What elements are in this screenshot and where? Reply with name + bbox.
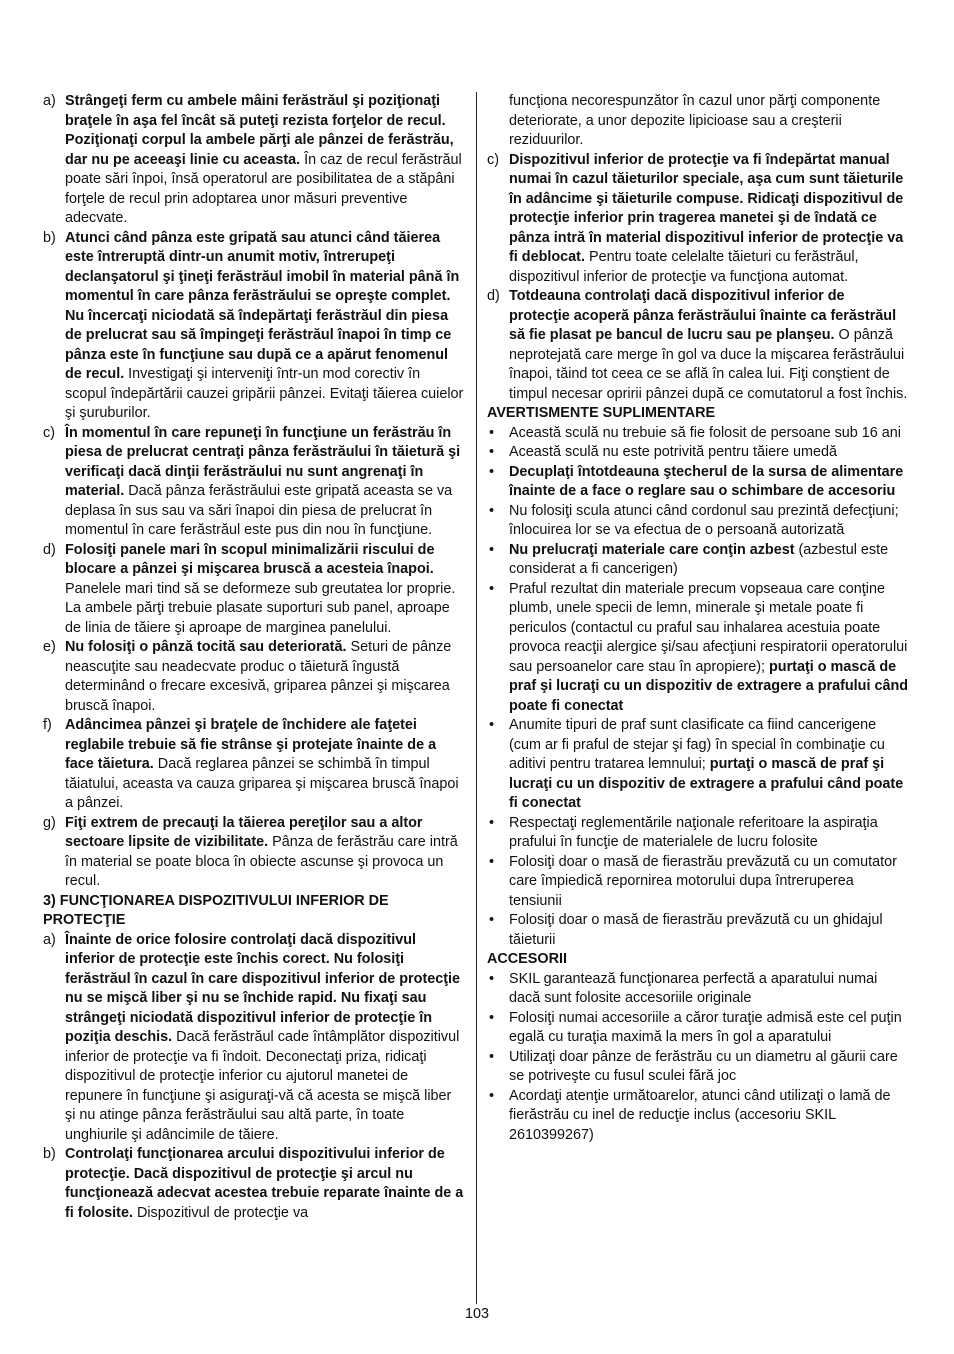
bullet-icon: • bbox=[489, 912, 495, 928]
item-label: c) bbox=[487, 151, 499, 168]
accessory-text: Utilizaţi doar pânze de ferăstrău cu un diametru al găurii care se potriveşte cu fusul sculei fără joc bbox=[509, 1048, 898, 1084]
accessory-item bbox=[487, 1009, 909, 1048]
accessory-item bbox=[487, 1087, 909, 1146]
item-label: f) bbox=[43, 717, 52, 733]
bullet-icon: • bbox=[489, 502, 495, 519]
warning-text: Praful rezultat din materiale precum vopseaua care conţine plumb, unele specii de lemn, minerale şi metale poate fi periculos (contactul cu praful sau inhalarea acestuia poate provoca reacţii alergice şi/sau afecţiuni respiratorii operatorului sau persoanelor care stau în apropiere); bbox=[509, 580, 908, 675]
left-column bbox=[43, 92, 465, 1223]
warning-text: Folosiţi doar o masă de fierastrău prevăzută cu un comutator care împiedică repornirea motorului dupa întreruperea tensiunii bbox=[509, 853, 897, 909]
instruction-text: Dacă reglarea pânzei se schimbă în timpul tăiatului, aceasta va cauza griparea şi mişcarea bruscă înapoi a pânzei. bbox=[65, 756, 459, 811]
bullet-icon: • bbox=[489, 717, 495, 733]
warning-bold: Decuplaţi întotdeauna ştecherul de la sursa de alimentare înainte de a face o reglare sau o schimbare de accesoriu bbox=[509, 463, 904, 499]
instruction-text: Dispozitivul de protecţie va bbox=[132, 1204, 309, 1221]
instruction-g bbox=[43, 814, 465, 892]
item-label: a) bbox=[43, 93, 56, 109]
warning-item bbox=[487, 541, 909, 580]
instruction-text: Pânza de ferăstrău care intră în material se poate bloca în obiecte ascunse şi provoca un recul. bbox=[65, 834, 458, 889]
instruction-bold: Folosiţi panele mari în scopul minimalizării riscului de blocare a pânzei şi mişcarea bruscă a acesteia înapoi. bbox=[65, 541, 435, 577]
section-heading-accessories: ACCESORII bbox=[487, 951, 567, 967]
instruction-bold: Nu folosiţi o pânză tocită sau deteriorată. bbox=[65, 639, 347, 655]
item-label: e) bbox=[43, 639, 56, 655]
instruction-c3 bbox=[487, 151, 909, 288]
instruction-text: Dacă pânza ferăstrăului este gripată aceasta se va deplasa în sus sau va sări înapoi din piesa de prelucrat în momentul în care ferăstrăul este pus din nou în funcţiune. bbox=[65, 483, 453, 538]
bullet-icon: • bbox=[489, 541, 495, 558]
instruction-bold: În momentul în care repuneţi în funcţiune un ferăstrău în piesa de prelucrat centraţi pânza ferăstrăului în tăietură şi verificaţi dacă dinţii ferăstrăului nu sunt angrenaţi în material. bbox=[65, 424, 461, 499]
instruction-text: Panelele mari tind să se deformeze sub greutatea lor proprie. La ambele părţi trebuie plasate suporturi sub panel, aproape de linia de tăiere şi aproape de marginea panelului. bbox=[65, 580, 456, 636]
warning-bold: purtaţi o mască de praf şi lucraţi cu un dispozitiv de extragere a prafului când poate fi conectat bbox=[509, 756, 904, 811]
instruction-text: Seturi de pânze neascuţite sau neadecvate produc o tăietură îngustă determinând o frecare excesivă, griparea pânzei şi mişcarea bruscă înapoi. bbox=[65, 639, 452, 714]
column-divider bbox=[476, 92, 477, 1304]
warning-item bbox=[487, 502, 909, 541]
warning-text: Această sculă nu trebuie să fie folosit de persoane sub 16 ani bbox=[509, 424, 901, 441]
instruction-b3-continued: funcţiona necorespunzător în cazul unor părţi componente deteriorate, a unor depozite lipicioase sau a creşterii reziduurilor. bbox=[509, 93, 881, 148]
instruction-text: Investigaţi şi interveniţi într-un mod corectiv în scopul îndepărtării cauzei gripării pânzei. Evitaţi tăierea cuielor şi şuruburilor. bbox=[65, 366, 464, 421]
bullet-icon: • bbox=[489, 424, 495, 441]
accessory-item bbox=[487, 1048, 909, 1087]
section-heading-warnings: AVERTISMENTE SUPLIMENTARE bbox=[487, 405, 716, 421]
instruction-bold: Totdeauna controlaţi dacă dispozitivul inferior de protecţie acoperă pânza ferăstrăului înainte ca ferăstrăul să fie plasat pe bancul de lucru sau pe planşeu. bbox=[509, 288, 897, 343]
warning-bold: Nu prelucraţi materiale care conţin azbest bbox=[509, 541, 795, 558]
bullet-icon: • bbox=[489, 580, 495, 597]
accessory-text: Acordaţi atenţie următoarelor, atunci când utilizaţi o lamă de fierăstrău cu inel de reducţie inclus (accesoriu SKIL 2610399267) bbox=[509, 1087, 891, 1143]
bullet-icon: • bbox=[489, 1048, 495, 1065]
instruction-b bbox=[43, 229, 465, 424]
warning-item bbox=[487, 424, 909, 444]
item-label: b) bbox=[43, 229, 56, 246]
instruction-text: Pentru toate celelalte tăieturi cu ferăstrăul, dispozitivul inferior de protecţie va funcţiona automat. bbox=[509, 249, 859, 285]
section-heading-lower-guard: 3) FUNCŢIONAREA DISPOZITIVULUI INFERIOR DE PROTECŢIE bbox=[43, 892, 389, 928]
warning-item bbox=[487, 911, 909, 950]
instruction-a3 bbox=[43, 931, 465, 1146]
instruction-bold: Adâncimea pânzei şi braţele de închidere ale faţetei reglabile trebuie să fie strânse şi protejate înainte de a face tăietura. bbox=[65, 717, 437, 772]
item-label: a) bbox=[43, 931, 56, 948]
bullet-icon: • bbox=[489, 444, 495, 460]
bullet-icon: • bbox=[489, 814, 495, 831]
right-column bbox=[487, 92, 909, 1145]
warning-item bbox=[487, 853, 909, 912]
warning-text: Această sculă nu este potrivită pentru tăiere umedă bbox=[509, 444, 837, 460]
warning-item bbox=[487, 580, 909, 717]
instruction-bold: Controlaţi funcţionarea arcului dispozitivului inferior de protecţie. Dacă dispozitivul de protecţie şi arcul nu funcţionează adecvat acestea trebuie reparate înainte de a fi folosite. bbox=[65, 1146, 464, 1221]
warning-text: Anumite tipuri de praf sunt clasificate ca fiind cancerigene (cum ar fi praful de stejar şi fag) în special în combinaţie cu aditivi pentru tratarea lemnului; bbox=[509, 717, 885, 772]
instruction-bold: Înainte de orice folosire controlaţi dacă dispozitivul inferior de protecţie este închis corect. Nu folosiţi ferăstrăul în cazul în care dispozitivul inferior de protecţie nu se mişcă liber şi nu se închide rapid. Nu fixaţi sau strângeţi niciodată dispozitivul inferior de protecţie în poziţia deschis. bbox=[65, 931, 461, 1045]
bullet-icon: • bbox=[489, 1009, 495, 1026]
instruction-bold: Strângeţi ferm cu ambele mâini ferăstrăul şi poziţionaţi braţele în aşa fel încât să puteţi rezista forţelor de recul. Poziţionaţi corpul la ambele părţi ale pânzei de ferăstrău, dar nu pe aceeaşi linie cu aceasta. bbox=[65, 93, 454, 168]
warning-text: Nu folosiţi scula atunci când cordonul sau prezintă defecţiuni; înlocuirea lor se va efectua de o persoană autorizată bbox=[509, 502, 899, 538]
bullet-icon: • bbox=[489, 853, 495, 870]
instruction-bold: Fiţi extrem de precauţi la tăierea pereţilor sau a altor sectoare lipsite de vizibilitate. bbox=[65, 814, 423, 850]
accessory-item bbox=[487, 970, 909, 1009]
instruction-d bbox=[43, 541, 465, 639]
warning-item bbox=[487, 716, 909, 814]
bullet-icon: • bbox=[489, 970, 495, 987]
instruction-bold: Dispozitivul inferior de protecţie va fi îndepărtat manual numai în cazul tăieturilor speciale, aşa cum sunt tăieturile în adâncime şi tăieturile compuse. Ridicaţi dispozitivul de protecţie inferior prin tragerea manetei şi de îndată ce pânza intră în material dispozitivul inferior de protecţie va fi deblocat. bbox=[509, 151, 904, 265]
warning-text-after: (azbestul este considerat a fi cancerigen) bbox=[509, 541, 889, 577]
warning-item bbox=[487, 443, 909, 463]
item-label: c) bbox=[43, 424, 55, 441]
warning-item bbox=[487, 814, 909, 853]
warning-item bbox=[487, 463, 909, 502]
instruction-d3 bbox=[487, 287, 909, 404]
bullet-icon: • bbox=[489, 1087, 495, 1104]
page-number: 103 bbox=[464, 1306, 489, 1322]
accessory-text: SKIL garantează funcţionarea perfectă a aparatului numai dacă sunt folosite accesoriile originale bbox=[509, 970, 878, 1006]
instruction-c bbox=[43, 424, 465, 541]
instruction-text: În caz de recul ferăstrăul poate sări înpoi, însă operatorul are posibilitatea de a stăpâni forţele de recul prin adoptarea unor măsuri preventive adecvate. bbox=[65, 151, 462, 226]
instruction-f bbox=[43, 716, 465, 814]
bullet-icon: • bbox=[489, 463, 495, 480]
instruction-a bbox=[43, 92, 465, 229]
instruction-text: O pânză neprotejată care merge în gol va duce la mişcarea ferăstrăului înapoi, tăind tot ceea ce se află în calea lui. Fiţi conştient de timpul necesar opririi pânzei după ce comutatorul a fost închis. bbox=[509, 327, 908, 402]
warning-text: Folosiţi doar o masă de fierastrău prevăzută cu un ghidajul tăieturii bbox=[509, 912, 883, 948]
warning-bold: purtaţi o mască de praf şi lucraţi cu un dispozitiv de extragere a prafului când poate fi conectat bbox=[509, 658, 909, 714]
instruction-b3 bbox=[43, 1145, 465, 1223]
warning-text: Respectaţi reglementările naţionale referitoare la aspiraţia prafului în funcţie de materialele de lucru folosite bbox=[509, 814, 878, 850]
instruction-bold: Atunci când pânza este gripată sau atunci când tăierea este întreruptă dintr-un anumit motiv, întrerupeţi declanşatorul şi ţineţi ferăstrăul imobil în material până în momentul în care pânza ferăstrăului se opreşte complet. Nu încercaţi niciodată să îndepărtaţi ferăstrăul din piesa de prelucrat sau să împingeţi ferăstrăul înapoi în timp ce pânza este în funcţiune sau după ce a apărut fenomenul de recul. bbox=[65, 229, 460, 382]
instruction-text: Dacă ferăstrăul cade întâmplător dispozitivul inferior de protecţie va fi îndoit. Deconectaţi priza, ridicaţi dispozitivul de protecţie inferior cu ajutorul manetei de repunere în funcţiune şi asiguraţi-vă că acesta se mişcă liber şi nu atinge pânza ferăstrăului sau altă parte, în toate unghiurile şi adâncimile de tăiere. bbox=[65, 1029, 460, 1143]
instruction-e bbox=[43, 638, 465, 716]
item-label: g) bbox=[43, 814, 56, 831]
item-label: b) bbox=[43, 1146, 56, 1162]
item-label: d) bbox=[487, 288, 500, 304]
accessory-text: Folosiţi numai accesoriile a căror turaţie admisă este cel puţin egală cu turaţia maximă la mers în gol a aparatului bbox=[509, 1009, 902, 1045]
item-label: d) bbox=[43, 541, 56, 558]
